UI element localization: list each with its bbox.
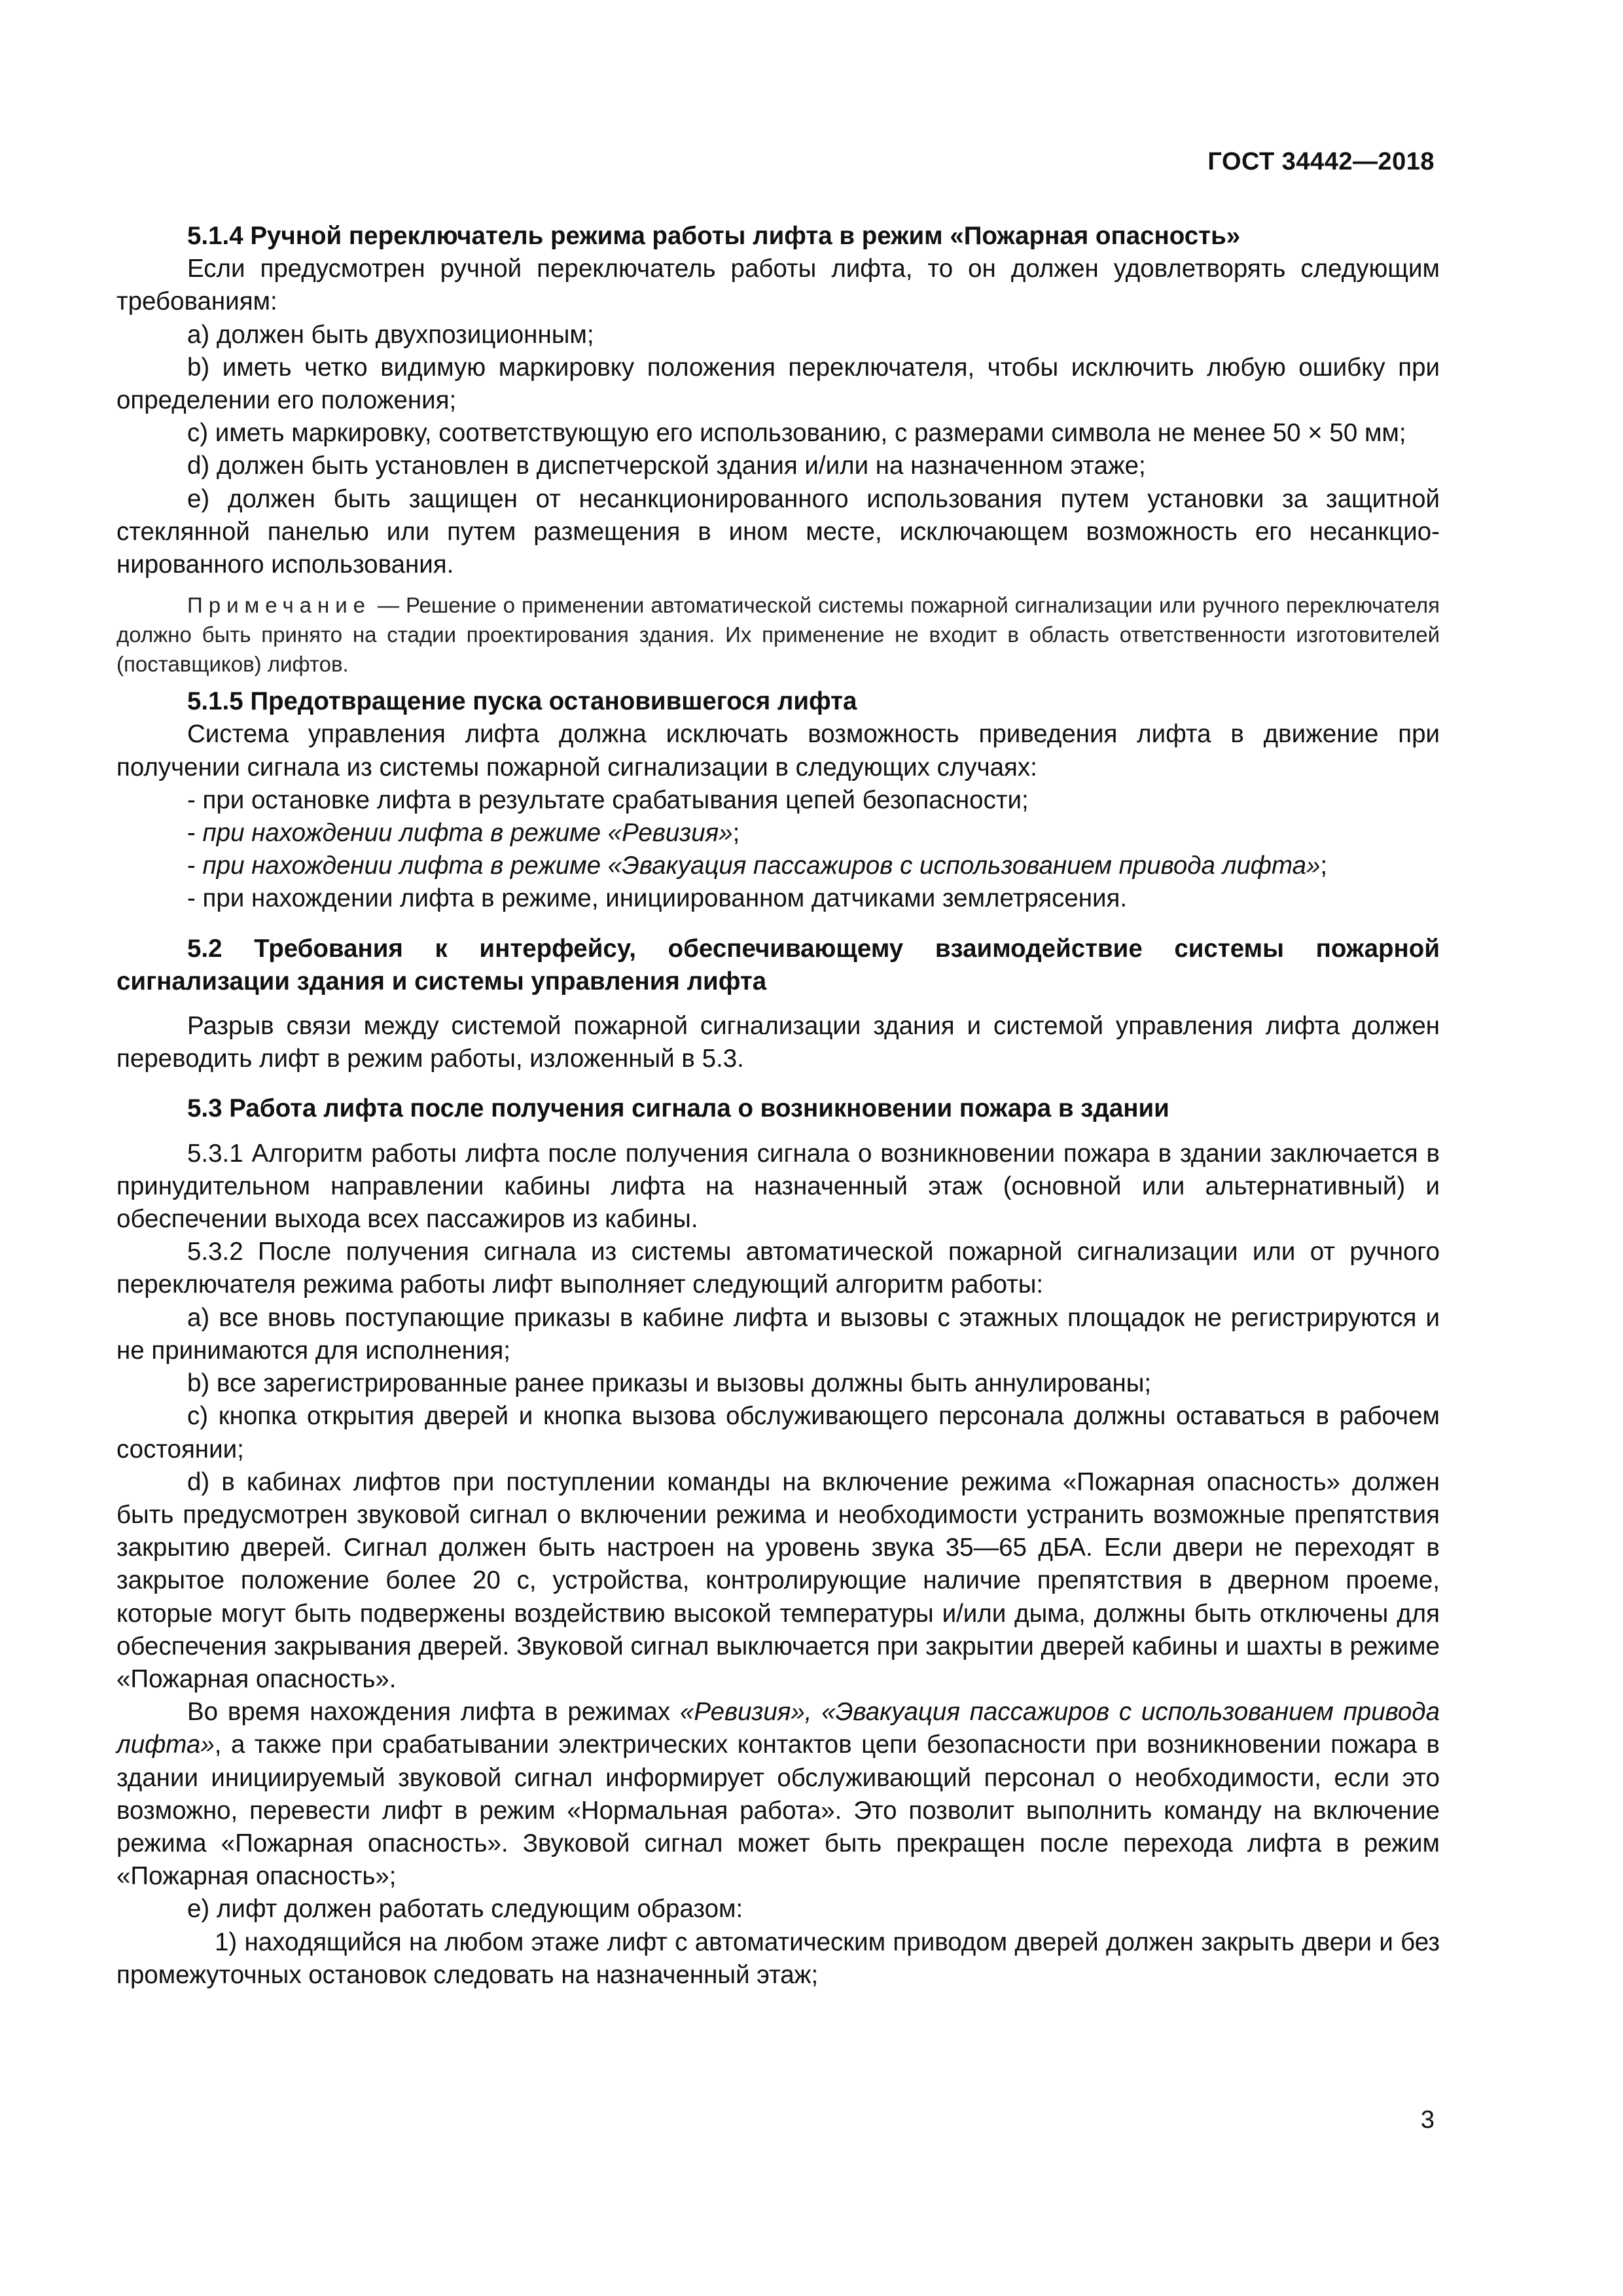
section-5-1-4-heading: 5.1.4 Ручной переключатель режима работы лифта в режим «Пожарная опасность» [187,222,1241,250]
paragraph [116,1696,1440,1893]
page-number: 3 [1420,2106,1435,2134]
list-item: 1) находящийся на любом этаже лифт с автоматическим приводом дверей должен закрыть двери и без промежуточных остановок следовать на назначенный этаж; [116,1928,1440,1989]
italic-text: «Ревизия», «Эвакуация пассажиров с использованием привода лифта» [116,1698,1440,1759]
note-text: — Решение о применении автоматической системы пожарной сигнализации или ручного переключателя должно быть принято на стадии проектирования здания. Их применение не входит в область ответственности изготовителей (поставщиков) лифтов. [116,593,1440,677]
page-body [116,220,1440,1992]
list-item: a) должен быть двухпозиционным; [187,320,594,349]
list-item: d) в кабинах лифтов при поступлении команды на включение режима «Пожарная опасность» должен быть предусмотрен звуковой сигнал о включении режима и необходимости устранить возможные препятствия закрытию дверей. Сигнал должен быть настроен на уровень звука 35—65 дБА. Если двери не переходят в закрытое положение более 20 с, устройства, контролирующие наличие препятствия в дверном проеме, которые могут быть подвержены воздействию высокой температуры и/или дыма, должны быть отключены для обеспечения закрывания дверей. Звуковой сигнал выключается при закрытии дверей кабины и шахты в режиме «Пожарная опасность». [116,1467,1440,1693]
text: Во время нахождения лифта в режимах [187,1698,680,1727]
list-item: c) кнопка открытия дверей и кнопка вызова обслуживающего персонала должны оставаться в рабочем состоянии; [116,1402,1440,1463]
paragraph: Разрыв связи между системой пожарной сигнализации здания и системой управления лифта должен переводить лифт в режим работы, изложенный в 5.3. [116,1012,1440,1073]
document-id: ГОСТ 34442—2018 [1207,148,1435,175]
section-5-1-5-heading: 5.1.5 Предотвращение пуска остановившегося лифта [187,687,857,716]
list-item: d) должен быть установлен в диспетчерской здания и/или на назначенном этаже; [187,452,1146,480]
section-5-3-heading: 5.3 Работа лифта после получения сигнала о возникновении пожара в здании [187,1094,1169,1123]
paragraph: Система управления лифта должна исключать возможность приведения лифта в движение при получении сигнала из системы пожарной сигнализации в следующих случаях: [116,720,1440,781]
punct: ; [732,819,740,848]
list-item: b) все зарегистрированные ранее приказы и вызовы должны быть аннулированы; [187,1369,1152,1398]
list-item: b) иметь четко видимую маркировку положения переключателя, чтобы исключить любую ошибку при определении его положения; [116,353,1440,415]
list-item [116,850,1440,882]
note-label: Примечание [187,593,372,618]
list-item: c) иметь маркировку, соответствующую его использованию, с размерами символа не менее 50 × 50 мм; [187,419,1406,448]
list-item [116,817,1440,850]
dash: - [187,852,203,880]
note [116,590,1440,679]
paragraph: Если предусмотрен ручной переключатель работы лифта, то он должен удовлетворять следующим требованиям: [116,255,1440,316]
dash: - [187,819,203,848]
list-item: e) должен быть защищен от несанкционированного использования путем установки за защитной стеклянной панелью или путем размещения в ином месте, исключающем возможность его несанкционированного использования. [116,484,1440,579]
section-5-2-heading: 5.2 Требования к интерфейсу, обеспечивающему взаимодействие системы пожарной сигнализации здания и системы управления лифта [116,934,1440,996]
italic-text: при нахождении лифта в режиме «Ревизия» [202,819,733,848]
list-item: - при нахождении лифта в режиме, инициированном датчиками землетрясения. [187,884,1128,913]
paragraph: 5.3.1 Алгоритм работы лифта после получения сигнала о возникновении пожара в здании заключается в принудительном направлении кабины лифта на назначенный этаж (основной или альтернативный) и обеспечении выхода всех пассажиров из кабины. [116,1139,1440,1234]
italic-text: при нахождении лифта в режиме «Эвакуация пассажиров с использованием привода лифта» [202,852,1321,880]
text: , а также при срабатывании электрических контактов цепи безопасности при возникновении пожара в здании инициируемый звуковой сигнал информирует обслуживающий персонал о необходимости, если это возможно, перевести лифт в режим «Нормальная работа». Это позволит выполнить команду на включение режима «Пожарная опасность». Звуковой сигнал может быть прекращен после перехода лифта в режим «Пожарная опасность»; [116,1731,1440,1891]
list-item: - при остановке лифта в результате срабатывания цепей безопасности; [187,785,1029,814]
list-item: a) все вновь поступающие приказы в кабине лифта и вызовы с этажных площадок не регистрируются и не принимаются для исполнения; [116,1303,1440,1365]
paragraph: 5.3.2 После получения сигнала из системы автоматической пожарной сигнализации или от ручного переключателя режима работы лифт выполняет следующий алгоритм работы: [116,1238,1440,1299]
punct: ; [1320,852,1328,880]
list-item: e) лифт должен работать следующим образом: [187,1895,743,1924]
